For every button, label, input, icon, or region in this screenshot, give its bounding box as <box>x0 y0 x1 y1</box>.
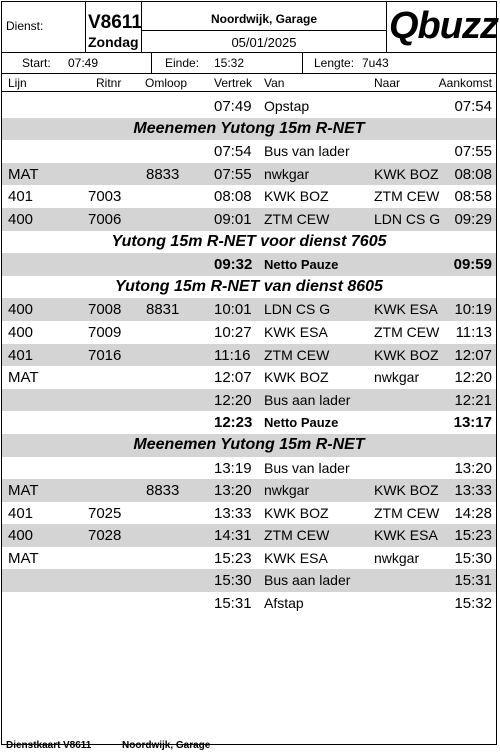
from-stop: Afstap <box>264 595 304 612</box>
col-ritnr: Ritnr <box>96 76 122 90</box>
trip-row <box>2 344 496 367</box>
vehicle-note-row <box>2 231 496 254</box>
day-label: Zondag <box>88 34 139 50</box>
arrival-time: 12:20 <box>454 369 492 387</box>
arrival-time: 09:59 <box>453 256 492 274</box>
trip-row <box>2 502 496 525</box>
trip-row <box>2 479 496 502</box>
trip-row <box>2 547 496 570</box>
trip-row <box>2 321 496 344</box>
trip-number: 7025 <box>88 504 122 522</box>
trip-row <box>2 592 496 615</box>
pause-label: Netto Pauze <box>264 257 339 273</box>
line-number: 400 <box>8 323 34 341</box>
block-number: 8831 <box>146 301 180 319</box>
line-number: 400 <box>8 210 34 228</box>
footer-dienst: V8611 <box>63 740 92 751</box>
to-stop: KWK ESA <box>374 301 438 318</box>
pause-label: Netto Pauze <box>264 415 339 431</box>
departure-time: 13:19 <box>214 459 252 477</box>
col-aankomst: Aankomst <box>438 76 492 90</box>
arrival-time: 13:17 <box>453 414 492 432</box>
trip-row <box>2 298 496 321</box>
header <box>2 2 496 74</box>
start-label: Start: <box>22 56 51 70</box>
arrival-time: 07:54 <box>454 98 492 115</box>
trip-number: 7008 <box>88 301 122 319</box>
trip-row <box>2 569 496 592</box>
line-number: MAT <box>8 482 39 500</box>
departure-time: 10:01 <box>214 301 252 319</box>
line-number: MAT <box>8 165 39 183</box>
trip-row <box>2 185 496 208</box>
arrival-time: 07:55 <box>454 143 492 161</box>
from-stop: Bus van lader <box>264 459 350 476</box>
arrival-time: 13:33 <box>454 482 492 500</box>
trip-row <box>2 524 496 547</box>
trip-row <box>2 208 496 231</box>
to-stop: LDN CS G <box>374 210 441 227</box>
to-stop: KWK BOZ <box>374 482 439 499</box>
start-value: 07:49 <box>68 56 99 70</box>
line-number: 401 <box>8 504 34 522</box>
from-stop: KWK ESA <box>264 549 328 566</box>
col-lijn: Lijn <box>8 76 27 90</box>
from-stop: nwkgar <box>264 165 310 182</box>
from-stop: Bus van lader <box>264 143 350 160</box>
pause-row <box>2 411 496 434</box>
arrival-time: 08:08 <box>454 165 492 183</box>
dienstkaart-frame <box>1 1 497 745</box>
arrival-time: 15:30 <box>454 549 492 567</box>
departure-time: 09:32 <box>214 256 253 274</box>
to-stop: KWK BOZ <box>374 346 439 363</box>
arrival-time: 12:07 <box>454 346 492 364</box>
footer-label: Dienstkaart <box>6 740 61 751</box>
arrival-time: 10:19 <box>454 301 492 319</box>
block-number: 8833 <box>146 165 180 183</box>
line-number: 400 <box>8 301 34 319</box>
vehicle-note-row <box>2 276 496 299</box>
from-stop: KWK BOZ <box>264 188 329 205</box>
departure-time: 13:20 <box>214 482 252 500</box>
line-number: 401 <box>8 346 34 364</box>
col-vertrek: Vertrek <box>214 76 253 90</box>
line-number: MAT <box>8 549 39 567</box>
trip-row <box>2 389 496 412</box>
vehicle-note: Meenemen Yutong 15m R-NET <box>133 119 365 137</box>
departure-time: 07:55 <box>214 165 252 183</box>
trip-number: 7028 <box>88 527 122 545</box>
trip-row <box>2 163 496 186</box>
from-stop: KWK BOZ <box>264 369 329 386</box>
departure-time: 09:01 <box>214 210 252 228</box>
trip-row <box>2 457 496 480</box>
arrival-time: 14:28 <box>454 504 492 522</box>
departure-time: 12:23 <box>214 414 253 432</box>
schedule-rows <box>2 95 496 615</box>
date: 05/01/2025 <box>231 35 297 50</box>
arrival-time: 09:29 <box>454 210 492 228</box>
departure-time: 12:07 <box>214 369 252 387</box>
trip-row <box>2 140 496 163</box>
dienst-number: V8611 <box>88 12 142 33</box>
vehicle-note: Yutong 15m R-NET van dienst 8605 <box>115 277 383 295</box>
arrival-time: 15:23 <box>454 527 492 545</box>
departure-time: 14:31 <box>214 527 252 545</box>
vehicle-note-row <box>2 434 496 457</box>
to-stop: KWK BOZ <box>374 165 439 182</box>
location: Noordwijk, Garage <box>210 12 318 26</box>
col-van: Van <box>264 76 285 90</box>
trip-number: 7006 <box>88 210 122 228</box>
departure-time: 07:49 <box>214 98 252 115</box>
to-stop: ZTM CEW <box>374 323 440 340</box>
line-number: 401 <box>8 188 34 206</box>
trip-row <box>2 366 496 389</box>
to-stop: nwkgar <box>374 369 420 386</box>
departure-time: 15:23 <box>214 549 252 567</box>
vehicle-note-row <box>2 118 496 141</box>
footer-location: Noordwijk, Garage <box>122 740 211 751</box>
departure-time: 07:54 <box>214 143 252 161</box>
to-stop: KWK ESA <box>374 527 438 544</box>
column-headers <box>2 75 496 92</box>
departure-time: 15:30 <box>214 572 252 590</box>
from-stop: LDN CS G <box>264 301 331 318</box>
lengte-value: 7u43 <box>362 56 389 70</box>
from-stop: ZTM CEW <box>264 527 330 544</box>
trip-number: 7003 <box>88 188 122 206</box>
col-omloop: Omloop <box>145 76 188 90</box>
departure-time: 10:27 <box>214 323 252 341</box>
departure-time: 11:16 <box>214 346 251 364</box>
block-number: 8833 <box>146 482 180 500</box>
arrival-time: 15:31 <box>454 572 492 590</box>
einde-label: Einde: <box>165 56 200 70</box>
arrival-time: 12:21 <box>454 391 492 409</box>
departure-time: 08:08 <box>214 188 252 206</box>
to-stop: ZTM CEW <box>374 504 440 521</box>
to-stop: nwkgar <box>374 549 420 566</box>
arrival-time: 11:13 <box>455 323 492 341</box>
from-stop: ZTM CEW <box>264 210 330 227</box>
line-number: MAT <box>8 369 39 387</box>
from-stop: Opstap <box>264 98 310 114</box>
col-naar: Naar <box>374 76 401 90</box>
departure-time: 15:31 <box>214 595 252 613</box>
einde-value: 15:32 <box>214 56 245 70</box>
line-number: 400 <box>8 527 34 545</box>
from-stop: ZTM CEW <box>264 346 330 363</box>
arrival-time: 08:58 <box>454 188 492 206</box>
trip-number: 7016 <box>88 346 122 364</box>
departure-time: 13:33 <box>214 504 252 522</box>
trip-row <box>2 95 496 118</box>
from-stop: KWK ESA <box>264 323 328 340</box>
from-stop: nwkgar <box>264 482 310 499</box>
pause-row <box>2 253 496 276</box>
arrival-time: 15:32 <box>454 595 492 613</box>
lengte-label: Lengte: <box>314 56 355 70</box>
dienst-label: Dienst: <box>6 19 44 33</box>
arrival-time: 13:20 <box>454 459 492 477</box>
departure-time: 12:20 <box>214 391 252 409</box>
from-stop: KWK BOZ <box>264 504 329 521</box>
vehicle-note: Yutong 15m R-NET voor dienst 7605 <box>111 232 387 250</box>
vehicle-note: Meenemen Yutong 15m R-NET <box>133 435 365 453</box>
from-stop: Bus aan lader <box>264 391 351 408</box>
to-stop: ZTM CEW <box>374 188 440 205</box>
from-stop: Bus aan lader <box>264 572 351 589</box>
trip-number: 7009 <box>88 323 122 341</box>
qbuzz-logo: Qbuzz <box>389 5 498 47</box>
